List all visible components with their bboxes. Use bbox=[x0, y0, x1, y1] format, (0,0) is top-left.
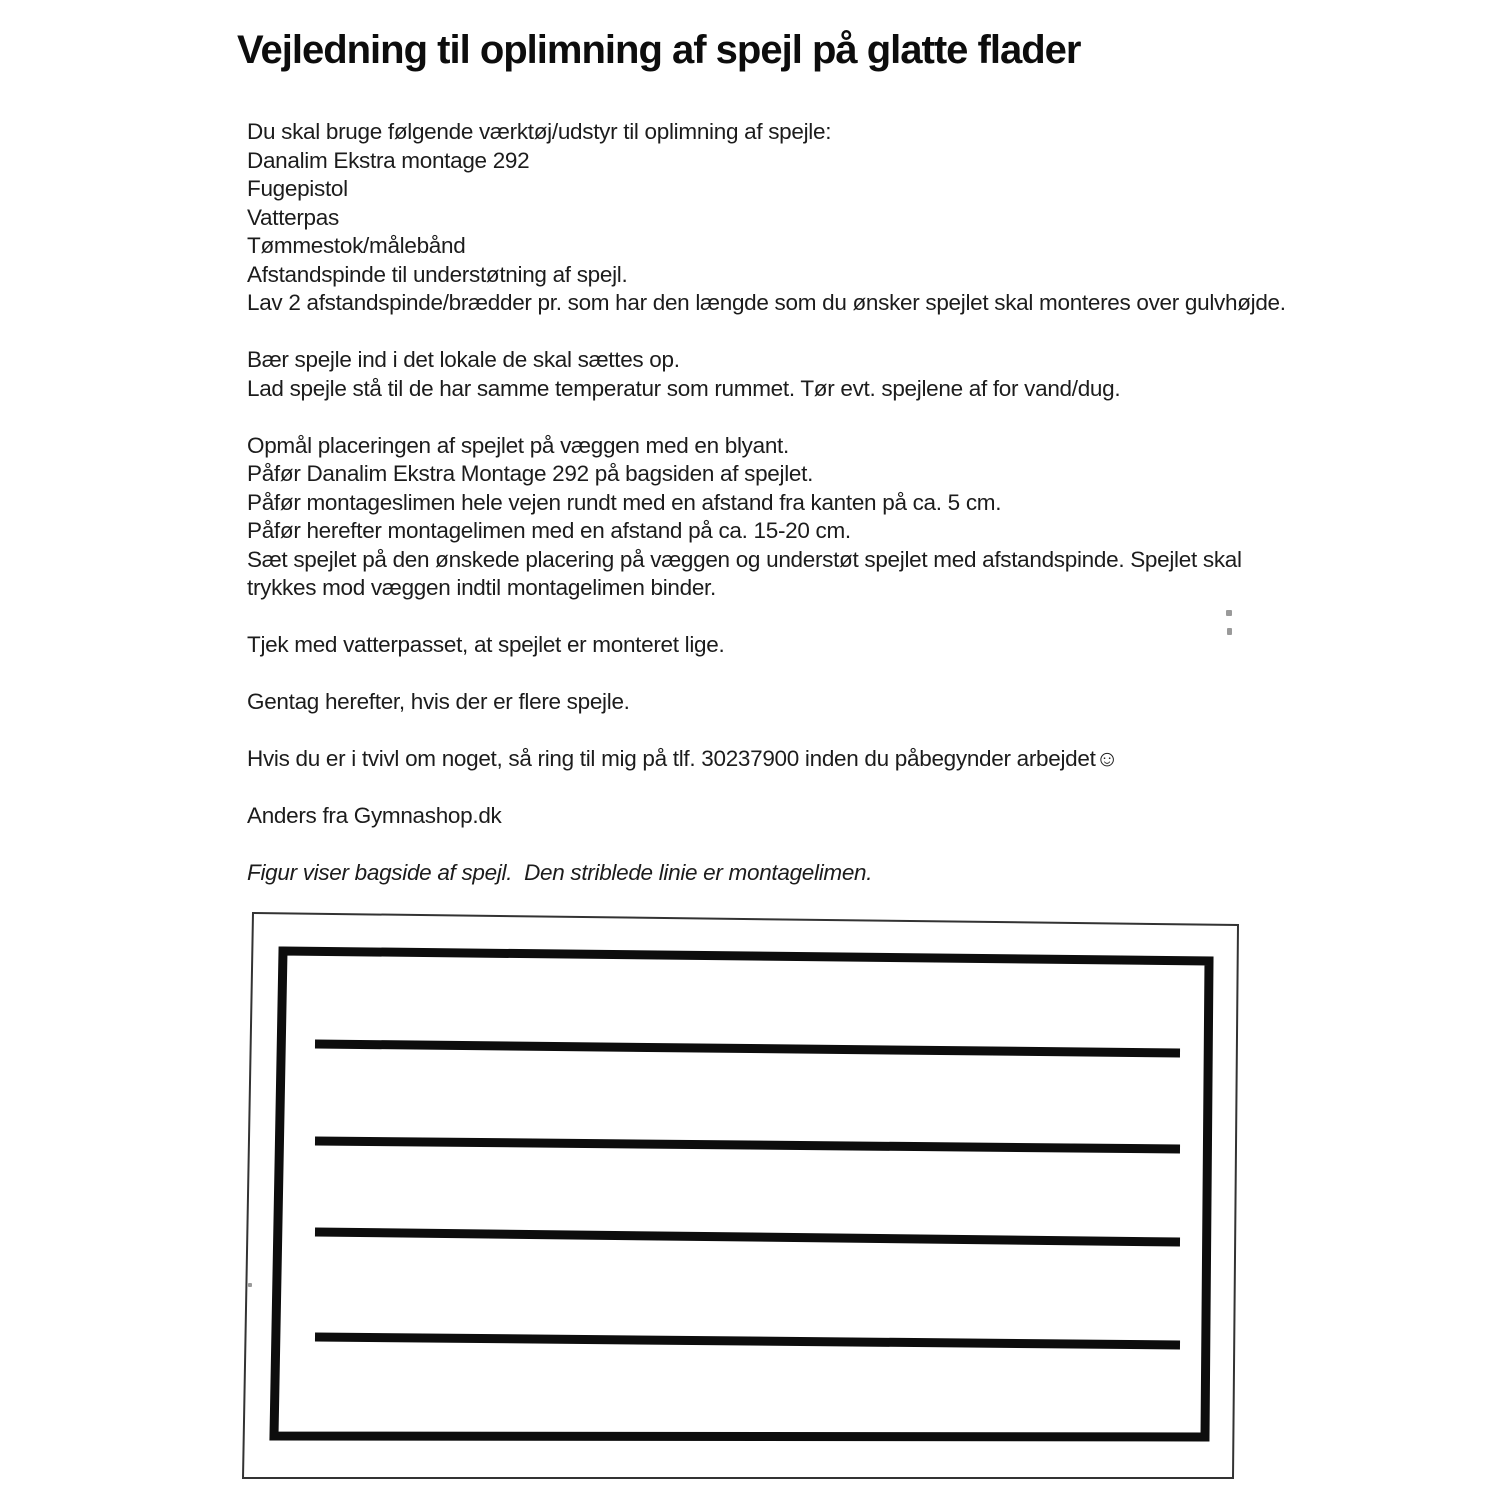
text-line: Vatterpas bbox=[247, 204, 339, 230]
figure-outer-border bbox=[243, 913, 1238, 1478]
text-line: Påfør herefter montagelimen med en afstand på ca. 15-20 cm. bbox=[247, 518, 851, 543]
text-line: Tømmestok/målebånd bbox=[247, 233, 466, 258]
text-line: Sæt spejlet på den ønskede placering på væggen og understøt spejlet med afstandspinde. Spejlet skal bbox=[247, 546, 1242, 572]
paragraph-mounting-steps bbox=[247, 432, 1347, 603]
text-line: Du skal bruge følgende værktøj/udstyr til oplimning af spejle: bbox=[247, 119, 832, 144]
mirror-back-figure bbox=[240, 905, 1250, 1490]
text-line: Opmål placeringen af spejlet på væggen med en blyant. bbox=[247, 432, 789, 458]
text-line: Afstandspinde til understøtning af spejl. bbox=[247, 261, 628, 287]
scan-artifact bbox=[248, 1283, 252, 1287]
text-line: Hvis du er i tvivl om noget, så ring til mig på tlf. 30237900 inden du påbegynder arbejdet☺ bbox=[247, 746, 1119, 771]
paragraph-acclimatize bbox=[247, 346, 1347, 403]
document-body bbox=[247, 118, 1347, 888]
paragraph-repeat bbox=[247, 688, 1347, 717]
text-line: Figur viser bagside af spejl. Den striblede linie er montagelimen. bbox=[247, 860, 873, 885]
text-line: Danalim Ekstra montage 292 bbox=[247, 147, 530, 173]
figure-caption bbox=[247, 859, 1347, 888]
text-line: Gentag herefter, hvis der er flere spejle. bbox=[247, 689, 630, 714]
text-line: Påfør Danalim Ekstra Montage 292 på bagsiden af spejlet. bbox=[247, 461, 814, 486]
text-line: Lav 2 afstandspinde/brædder pr. som har den længde som du ønsker spejlet skal monteres over gulvhøjde. bbox=[247, 290, 1286, 315]
text-line: Påfør montageslimen hele vejen rundt med en afstand fra kanten på ca. 5 cm. bbox=[247, 489, 1002, 515]
text-line: Anders fra Gymnashop.dk bbox=[247, 803, 502, 828]
page-title: Vejledning til oplimning af spejl på glatte flader bbox=[237, 28, 1081, 72]
text-line: trykkes mod væggen indtil montagelimen binder. bbox=[247, 575, 716, 600]
scan-artifact bbox=[1227, 628, 1232, 635]
paragraph-tools-list bbox=[247, 118, 1347, 318]
paragraph-contact bbox=[247, 745, 1347, 774]
paragraph-level-check bbox=[247, 631, 1347, 660]
paragraph-signature bbox=[247, 802, 1347, 831]
text-line: Fugepistol bbox=[247, 176, 348, 201]
scan-artifact bbox=[1226, 610, 1232, 616]
text-line: Tjek med vatterpasset, at spejlet er monteret lige. bbox=[247, 632, 725, 657]
text-line: Lad spejle stå til de har samme temperatur som rummet. Tør evt. spejlene af for vand/dug. bbox=[247, 375, 1121, 401]
text-line: Bær spejle ind i det lokale de skal sættes op. bbox=[247, 347, 680, 372]
